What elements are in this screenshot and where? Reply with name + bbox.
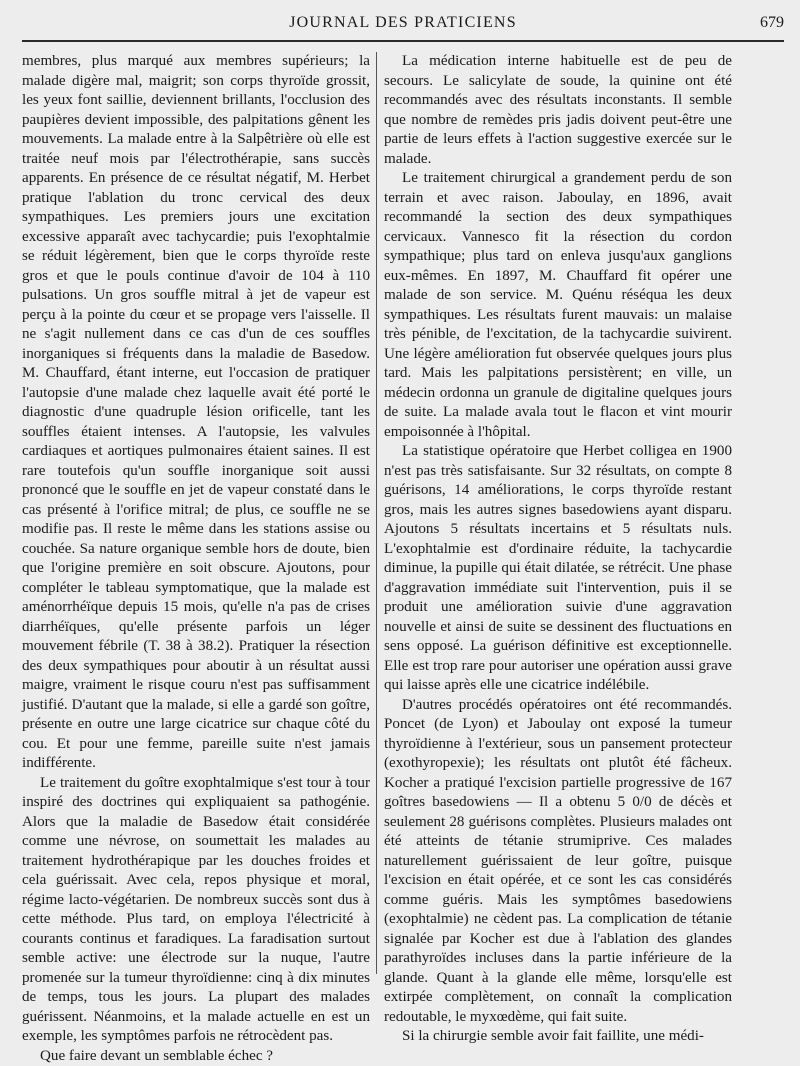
header-rule — [22, 40, 784, 42]
right-paragraph-1: La médication interne habituelle est de peu de secours. Le salicylate de soude, la quinine ont été recommandés avec des résultats inconstants. Il semble que nombre de remèdes pris jadis doivent peut-être une partie de leurs effets à l'action suggestive exercée sur le malade. — [384, 52, 732, 169]
page-number: 679 — [760, 14, 784, 32]
right-paragraph-5: Si la chirurgie semble avoir fait faillite, une médi- — [384, 1027, 732, 1047]
running-head — [22, 14, 784, 36]
left-paragraph-1: membres, plus marqué aux membres supérieurs; la malade digère mal, maigrit; son corps thyroïde grossit, les yeux font saillie, deviennent brillants, l'occlusion des paupières devient impossible, des palpitations gênent les mouvements. La malade entre à la Salpêtrière où elle est traitée neuf mois par l'électrothérapie, sans succès apparents. En présence de ce résultat négatif, M. Herbet pratique l'ablation du tronc cervical des deux sympathiques. Les premiers jours une excitation excessive apparaît avec tachycardie; puis l'exophtalmie se réduit légèrement, bien que le corps thyroïde reste gros et que le pouls continue d'avoir de 104 à 110 pulsations. Un gros souffle mitral à jet de vapeur est perçu à la pointe du cœur et se propage vers l'aisselle. Il ne s'agit nullement dans ce cas d'un de ces souffles inorganiques si fréquents dans la maladie de Basedow. M. Chauffard, étant interne, eut l'occasion de pratiquer l'autopsie d'une malade chez laquelle avait été porté le diagnostic d'une quadruple lésion orificelle, tant les souffles étaient intenses. A l'autopsie, les valvules cardiaques et aortiques pulmonaires étaient saines. Il est rare toutefois qu'un souffle inorganique soit aussi prononcé que le souffle en jet de vapeur constaté dans le cas présenté à l'orifice mitral; de plus, ce souffle ne se modifie pas. Il reste le même dans les stations assise ou couchée. Sa nature organique semble hors de doute, bien que l'origine première en soit obscure. Ajoutons, pour compléter le tableau symptomatique, que la malade est aménorrhéïque depuis 15 mois, qu'elle n'a pas de crises diarrhéïques, qu'elle présente parfois un léger mouvement fébrile (T. 38 à 38.2). Pratiquer la résection des deux sympathiques pour aboutir à un résultat aussi maigre, vraiment le risque couru n'est pas suffisamment justifié. D'autant que la malade, si elle a gardé son goître, présente en outre une large cicatrice sur chaque côté du cou. Et pour une femme, pareille suite n'est jamais indifférente. — [22, 52, 370, 774]
left-paragraph-3: Que faire devant un semblable échec ? — [22, 1047, 370, 1066]
right-paragraph-4: D'autres procédés opératoires ont été recommandés. Poncet (de Lyon) et Jaboulay ont exposé la tumeur thyroïdienne à l'extérieur, sous un pansement protecteur (exothyropexie); les résultats ont plutôt été fâcheux. Kocher a pratiqué l'excision partielle progressive de 167 goîtres basedowiens — Il a obtenu 5 0/0 de décès et seulement 28 guérisons complètes. Plusieurs malades ont été atteints de tétanie strumiprive. Ces malades naturellement guérissaient de leur goître, puisque l'excision en était opérée, et ce sont les cas considérés comme guéris. Mais les symptômes basedowiens (exophtalmie) ne cèdent pas. La complication de tétanie signalée par Kocher est due à l'ablation des glandes parathyroïdes incluses dans la partie inférieure de la glande. Quant à la glande elle même, lorsqu'elle est extirpée complètement, on connaît la complication redoutable, le myxœdème, qui fait suite. — [384, 696, 732, 1028]
right-column — [384, 52, 732, 1047]
column-divider — [376, 52, 377, 974]
left-column — [22, 52, 370, 1066]
right-paragraph-3: La statistique opératoire que Herbet colligea en 1900 n'est pas très satisfaisante. Sur 32 résultats, on compte 8 guérisons, 14 améliorations, le corps thyroïde restant gros, mais les autres signes basedowiens ayant disparu. Ajoutons 5 résultats incertains et 5 résultats nuls. L'exophtalmie est d'ordinaire réduite, la tachycardie diminue, la pupille qui était dilatée, se rétrécit. Une phase d'aggravation immédiate suit l'intervention, puis il se produit une amélioration suivie d'une aggravation nouvelle et ainsi de suite se dessinent des fluctuations en sens opposé. La guérison définitive est exceptionnelle. Elle est trop rare pour autoriser une opération aussi grave qui laisse après elle une cicatrice indélébile. — [384, 442, 732, 696]
left-paragraph-2: Le traitement du goître exophtalmique s'est tour à tour inspiré des doctrines qui expliquaient sa pathogénie. Alors que la maladie de Basedow était considérée comme une névrose, on soumettait les malades au traitement hydrothérapique par les douches froides et cela guérissait. Avec cela, repos physique et moral, régime lacto-végétarien. De nombreux succès sont dus à cette méthode. Plus tard, on employa l'électricité à courants continus et faradiques. La faradisation surtout semble active: une électrode sur la nuque, l'autre promenée sur la tumeur thyroïdienne: cinq à dix minutes de temps, tous les jours. La plupart des malades guérissent. Néanmoins, et la malade actuelle en est un exemple, les symptômes parfois ne rétrocèdent pas. — [22, 774, 370, 1047]
right-paragraph-2: Le traitement chirurgical a grandement perdu de son terrain et avec raison. Jaboulay, en 1896, avait recommandé la section des deux sympathiques cervicaux. Vannesco fit la résection du cordon sympathique; plus tard on enleva jusqu'aux ganglions eux-mêmes. En 1897, M. Chauffard fit opérer une malade de son service. M. Quénu réséqua les deux sympathiques. Les résultats furent mauvais: un malaise très pénible, de l'excitation, de la tachycardie suivirent. Une légère amélioration fut observée quelques jours plus tard. Mais les palpitations persistèrent; en ville, un médecin ordonna un granule de digitaline quelques jours de suite. La malade avala tout le flacon et vint mourir empoisonnée à l'hôpital. — [384, 169, 732, 442]
journal-title: JOURNAL DES PRATICIENS — [22, 14, 784, 32]
